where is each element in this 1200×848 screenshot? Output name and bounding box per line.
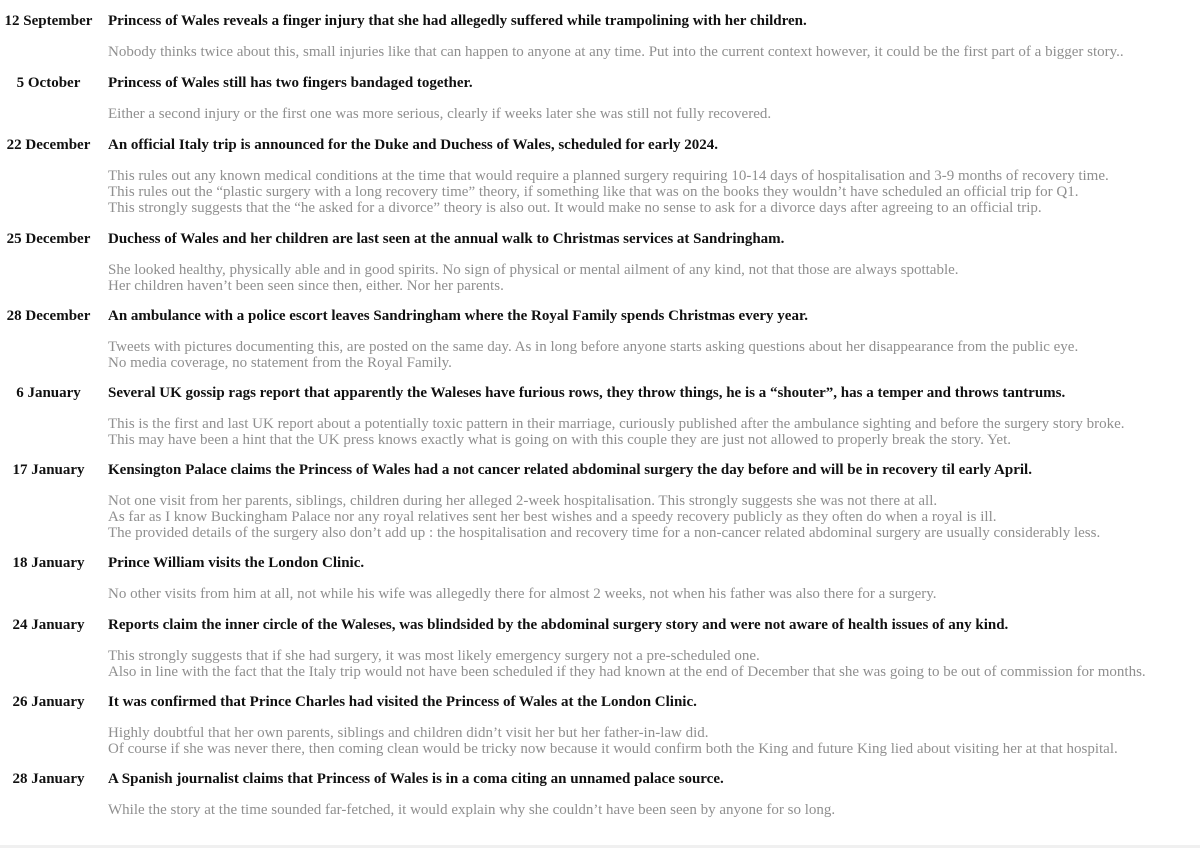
entry-date: 5 October	[16, 75, 81, 91]
entry-note: Also in line with the fact that the Italy trip would not have been scheduled if they had known at the end of December that she was going to be out of commission for months.	[108, 664, 1146, 680]
entry-date: 12 September	[4, 13, 93, 29]
entry-headline: Several UK gossip rags report that apparently the Waleses have furious rows, they throw things, he is a “shouter”, has a temper and throws tantrums.	[108, 385, 1066, 401]
entry-notes	[108, 493, 1100, 541]
entry-note: Of course if she was never there, then coming clean would be tricky now because it would confirm both the King and future King lied about visiting her at that hospital.	[108, 741, 1118, 757]
entry-date: 24 January	[12, 617, 85, 633]
entry-date: 25 December	[6, 231, 91, 247]
entry-headline: Prince William visits the London Clinic.	[108, 555, 365, 571]
entry-note: This rules out the “plastic surgery with a long recovery time” theory, if something like that was on the books they wouldn’t have scheduled an official trip for Q1.	[108, 184, 1079, 200]
entry-note: Highly doubtful that her own parents, siblings and children didn’t visit her but her father-in-law did.	[108, 725, 709, 741]
entry-notes	[108, 802, 835, 818]
entry-headline: An official Italy trip is announced for the Duke and Duchess of Wales, scheduled for early 2024.	[108, 137, 719, 153]
entry-date: 17 January	[12, 462, 85, 478]
entry-note: While the story at the time sounded far-fetched, it would explain why she couldn’t have been seen by anyone for so long.	[108, 802, 836, 818]
entry-notes	[108, 106, 771, 122]
entry-notes	[108, 339, 1078, 371]
entry-note: This strongly suggests that if she had surgery, it was most likely emergency surgery not a pre-scheduled one.	[108, 648, 760, 664]
entry-headline: A Spanish journalist claims that Princess of Wales is in a coma citing an unnamed palace source.	[108, 771, 724, 787]
entry-notes	[108, 416, 1125, 448]
entry-note: This rules out any known medical conditions at the time that would require a planned surgery requiring 10-14 days of hospitalisation and 3-9 months of recovery time.	[108, 168, 1109, 184]
entry-headline: Kensington Palace claims the Princess of Wales had a not cancer related abdominal surgery the day before and will be in recovery til early April.	[108, 462, 1032, 478]
entry-note: This may have been a hint that the UK press knows exactly what is going on with this couple they are just not allowed to properly break the story. Yet.	[108, 432, 1012, 448]
entry-note: Tweets with pictures documenting this, are posted on the same day. As in long before anyone starts asking questions about her disappearance from the public eye.	[108, 339, 1079, 355]
entry-note: Her children haven’t been seen since then, either. Nor her parents.	[108, 278, 504, 294]
entry-note: No media coverage, no statement from the Royal Family.	[108, 355, 452, 371]
entry-headline: An ambulance with a police escort leaves Sandringham where the Royal Family spends Christmas every year.	[108, 308, 808, 324]
entry-notes	[108, 262, 959, 294]
entry-headline: Reports claim the inner circle of the Waleses, was blindsided by the abdominal surgery story and were not aware of health issues of any kind.	[108, 617, 1009, 633]
entry-note: This is the first and last UK report about a potentially toxic pattern in their marriage, curiously published after the ambulance sighting and before the surgery story broke.	[108, 416, 1125, 432]
entry-headline: Princess of Wales reveals a finger injury that she had allegedly suffered while trampolining with her children.	[108, 13, 807, 29]
entry-headline: Duchess of Wales and her children are last seen at the annual walk to Christmas services at Sandringham.	[108, 231, 785, 247]
entry-notes	[108, 725, 1118, 757]
entry-note: No other visits from him at all, not while his wife was allegedly there for almost 2 weeks, not when his father was also there for a surgery.	[108, 586, 937, 602]
entry-note: She looked healthy, physically able and in good spirits. No sign of physical or mental ailment of any kind, not that those are always spottable.	[108, 262, 959, 278]
entry-note: As far as I know Buckingham Palace nor any royal relatives sent her best wishes and a speedy recovery publicly as they often do when a royal is ill.	[108, 509, 997, 525]
entry-note: Not one visit from her parents, siblings, children during her alleged 2-week hospitalisation. This strongly suggests she was not there at all.	[108, 493, 938, 509]
entry-notes	[108, 586, 937, 602]
entry-date: 6 January	[16, 385, 81, 401]
entry-date: 18 January	[12, 555, 85, 571]
entry-date: 22 December	[6, 137, 91, 153]
entry-note: The provided details of the surgery also don’t add up : the hospitalisation and recovery time for a non-cancer related abdominal surgery are usually considerably less.	[108, 525, 1101, 541]
entry-headline: It was confirmed that Prince Charles had visited the Princess of Wales at the London Clinic.	[108, 694, 697, 710]
entry-date: 28 December	[6, 308, 91, 324]
entry-note: Nobody thinks twice about this, small injuries like that can happen to anyone at any time. Put into the current context however, it could be the first part of a bigger story..	[108, 44, 1124, 60]
entry-notes	[108, 648, 1146, 680]
entry-note: This strongly suggests that the “he asked for a divorce” theory is also out. It would make no sense to ask for a divorce days after agreeing to an official trip.	[108, 200, 1042, 216]
entry-notes	[108, 168, 1109, 216]
entry-notes	[108, 44, 1124, 60]
entry-date: 26 January	[12, 694, 85, 710]
entry-date: 28 January	[12, 771, 85, 787]
entry-note: Either a second injury or the first one was more serious, clearly if weeks later she was still not fully recovered.	[108, 106, 772, 122]
entry-headline: Princess of Wales still has two fingers bandaged together.	[108, 75, 473, 91]
